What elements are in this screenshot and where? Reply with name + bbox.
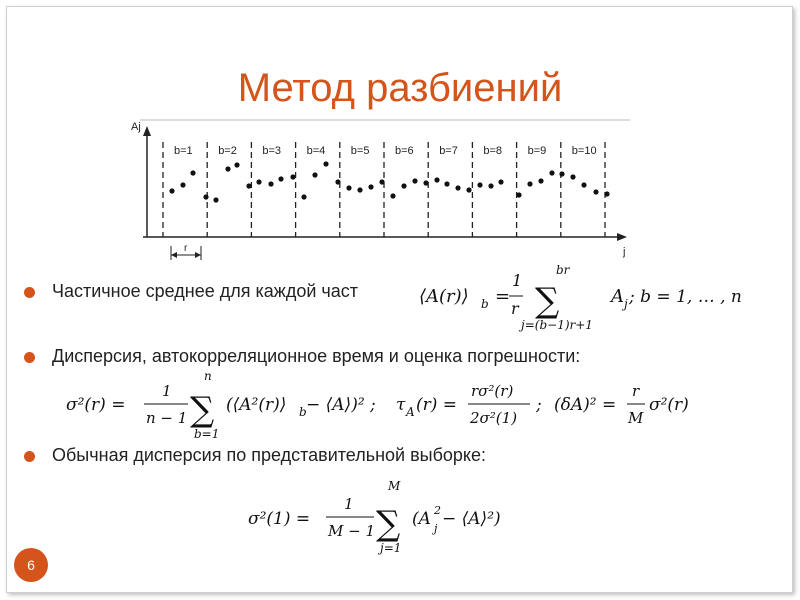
tau-formula — [396, 382, 542, 427]
block-label: b=7 — [439, 145, 458, 157]
data-point — [423, 180, 428, 185]
data-point — [268, 181, 273, 186]
data-point — [455, 185, 460, 190]
data-point — [412, 178, 417, 183]
svg-text:σ²(1) =: σ²(1) = — [248, 509, 311, 529]
data-point — [346, 185, 351, 190]
svg-text:1: 1 — [512, 271, 523, 290]
data-point — [498, 179, 503, 184]
bullet-variance: Дисперсия, автокорреляционное время и оценка погрешности: — [52, 346, 581, 366]
partial-mean-formula — [415, 258, 760, 334]
x-axis-label: j — [623, 246, 626, 258]
data-point — [169, 188, 174, 193]
svg-text:σ²(r): σ²(r) — [649, 395, 689, 415]
bullet-marker — [24, 451, 35, 462]
block-label: b=10 — [571, 145, 597, 157]
data-point — [312, 172, 317, 177]
data-point — [278, 176, 283, 181]
error-formula — [554, 382, 689, 427]
block-group — [163, 142, 605, 237]
svg-text:j: j — [434, 522, 438, 535]
data-point — [357, 187, 362, 192]
data-point — [488, 183, 493, 188]
y-axis-label: Aj — [131, 121, 141, 133]
svg-text:r: r — [632, 382, 640, 400]
data-point — [335, 179, 340, 184]
svg-text:M − 1: M − 1 — [328, 522, 376, 540]
svg-text:n − 1: n − 1 — [146, 409, 188, 427]
svg-text:A: A — [406, 405, 415, 419]
svg-text:τ: τ — [396, 395, 406, 415]
svg-text:j: j — [624, 297, 628, 311]
data-point — [466, 187, 471, 192]
svg-text:2σ²(1): 2σ²(1) — [470, 409, 518, 427]
block-label: b=4 — [306, 145, 326, 157]
data-point — [301, 194, 306, 199]
slide-title: Метод разбиений — [237, 66, 563, 110]
svg-text:n: n — [204, 369, 212, 383]
data-point — [256, 179, 261, 184]
svg-text:rσ²(r): rσ²(r) — [471, 382, 514, 400]
svg-text:∑: ∑ — [535, 281, 560, 321]
svg-text:j=(b−1)r+1: j=(b−1)r+1 — [521, 318, 593, 332]
data-points — [169, 161, 609, 202]
svg-text:⟨A(r)⟩: ⟨A(r)⟩ — [419, 286, 469, 307]
svg-text:(⟨A²(r)⟩: (⟨A²(r)⟩ — [226, 395, 287, 415]
svg-text:∑: ∑ — [376, 504, 401, 544]
data-point — [234, 162, 239, 167]
data-point — [390, 193, 395, 198]
variance-formula-row — [66, 366, 706, 444]
data-point — [246, 183, 251, 188]
block-label: b=2 — [218, 145, 237, 157]
data-point — [213, 197, 218, 202]
svg-text:− ⟨A⟩)² ;: − ⟨A⟩)² ; — [306, 395, 376, 415]
svg-text:b: b — [481, 297, 489, 311]
svg-text:b=1: b=1 — [194, 427, 220, 441]
data-point — [477, 182, 482, 187]
svg-text:br: br — [556, 263, 570, 277]
svg-text:M: M — [388, 479, 401, 493]
svg-text:(A: (A — [412, 509, 431, 529]
data-point — [290, 174, 295, 179]
data-point — [180, 182, 185, 187]
block-label: b=8 — [483, 145, 503, 157]
block-label: b=3 — [262, 145, 282, 157]
sample-variance-formula — [248, 476, 538, 558]
data-point — [570, 174, 575, 179]
r-label: r — [184, 243, 188, 254]
svg-text:r: r — [511, 299, 519, 318]
bullet-marker — [24, 352, 35, 363]
data-point — [593, 189, 598, 194]
svg-text:1: 1 — [344, 495, 354, 513]
block-label: b=9 — [527, 145, 547, 157]
data-point — [368, 184, 373, 189]
data-point — [516, 192, 521, 197]
data-point — [203, 194, 208, 199]
svg-text:j=1: j=1 — [380, 541, 402, 555]
bullet-marker — [24, 287, 35, 298]
svg-text:(r) =: (r) = — [416, 395, 458, 415]
block-label: b=1 — [174, 145, 193, 157]
svg-text:1: 1 — [162, 382, 172, 400]
svg-text:M: M — [628, 409, 644, 427]
data-point — [559, 171, 564, 176]
data-point — [538, 178, 543, 183]
svg-text:b: b — [299, 405, 307, 419]
svg-text:− ⟨A⟩²): − ⟨A⟩²) — [442, 509, 501, 529]
svg-text:=: = — [495, 286, 511, 307]
svg-text:(δA)² =: (δA)² = — [554, 395, 617, 415]
data-point — [323, 161, 328, 166]
svg-text:∑: ∑ — [190, 390, 215, 430]
svg-text:A: A — [611, 286, 624, 307]
data-point — [444, 181, 449, 186]
partition-diagram — [125, 112, 635, 262]
variance-formula — [66, 369, 376, 441]
data-point — [549, 170, 554, 175]
bullet-partial-mean: Частичное среднее для каждой част — [52, 281, 359, 301]
bullet-sample-variance: Обычная дисперсия по представительной выборке: — [52, 445, 487, 465]
data-point — [225, 166, 230, 171]
svg-text:; b = 1, … , n: ; b = 1, … , n — [629, 287, 742, 307]
svg-text:;: ; — [536, 395, 542, 415]
svg-text:2: 2 — [434, 504, 441, 517]
data-point — [190, 170, 195, 175]
data-point — [581, 182, 586, 187]
svg-text:σ²(r) =: σ²(r) = — [66, 395, 126, 415]
data-point — [434, 177, 439, 182]
page-number-badge: 6 — [14, 548, 48, 582]
data-point — [604, 191, 609, 196]
block-label: b=5 — [350, 145, 370, 157]
data-point — [527, 181, 532, 186]
data-point — [401, 183, 406, 188]
data-point — [379, 179, 384, 184]
block-label: b=6 — [395, 145, 414, 157]
